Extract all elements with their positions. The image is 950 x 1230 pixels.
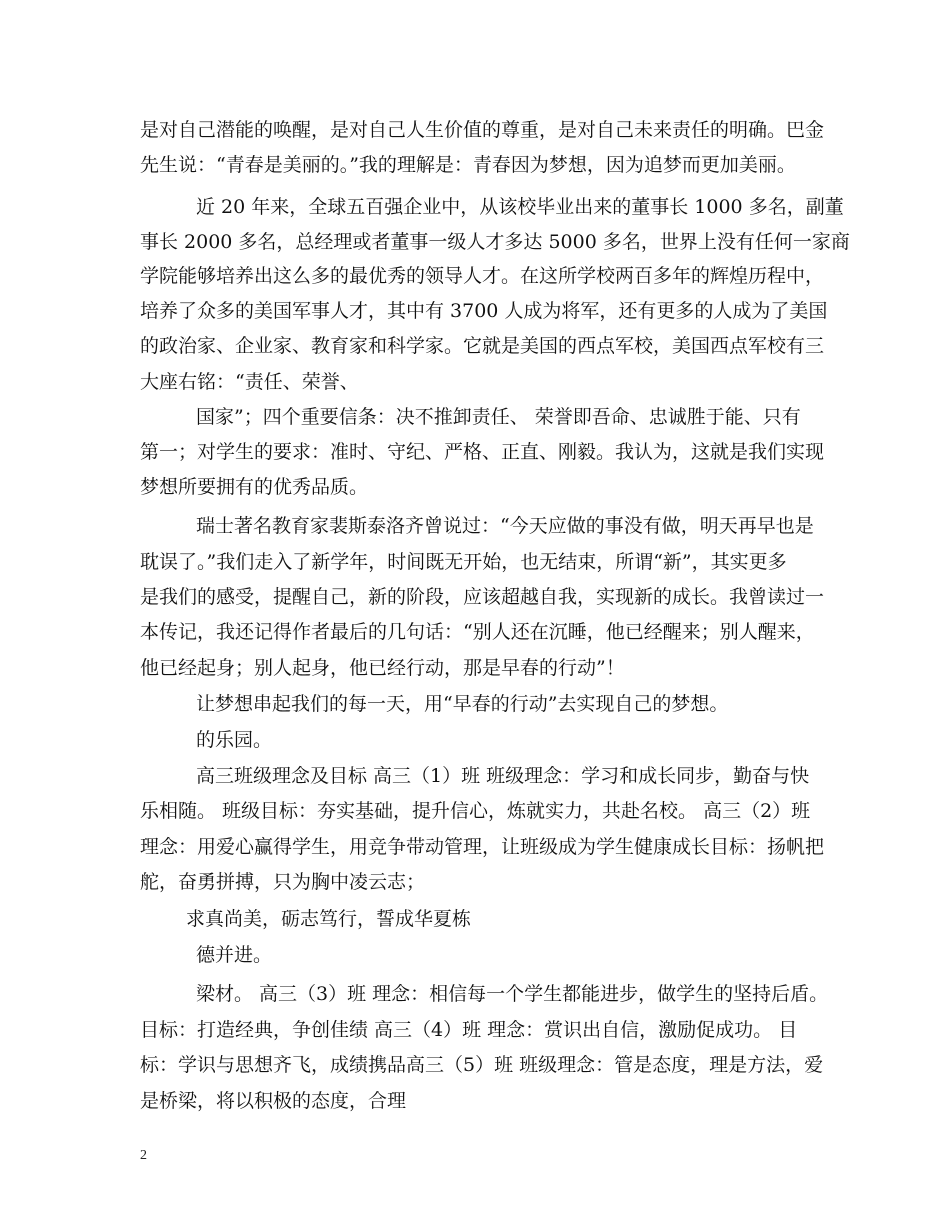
text-line: 目标：打造经典，争创佳绩 高三（4）班 理念：赏识出自信，激励促成功。 目 [140, 1019, 798, 1041]
text-line: 高三班级理念及目标 高三（1）班 班级理念：学习和成长同步，勤奋与快 [196, 765, 810, 787]
text-line: 近 20 年来，全球五百强企业中，从该校毕业出来的董事长 1000 多名，副董 [196, 196, 844, 218]
text-line: 德并进。 [196, 944, 273, 966]
text-line: 的乐园。 [196, 729, 273, 751]
text-line: 是我们的感受，提醒自己，新的阶段，应该超越自我，实现新的成长。我曾读过一 [140, 586, 825, 608]
text-line: 学院能够培养出这么多的最优秀的领导人才。在这所学校两百多年的辉煌历程中， [140, 265, 825, 287]
text-line: 梁材。 高三（3）班 理念：相信每一个学生都能进步，做学生的坚持后盾。 [196, 983, 829, 1005]
text-line: 培养了众多的美国军事人才，其中有 3700 人成为将军，还有更多的人成为了美国 [140, 300, 828, 322]
text-line: 第一；对学生的要求：准时、守纪、严格、正直、刚毅。我认为，这就是我们实现 [140, 441, 825, 463]
text-line: 求真尚美，砺志笃行，誓成华夏栋 [186, 908, 472, 930]
text-line: 梦想所要拥有的优秀品质。 [140, 476, 369, 498]
text-line: 理念：用爱心赢得学生，用竞争带动管理，让班级成为学生健康成长目标：扬帆把 [140, 836, 825, 858]
text-line: 标：学识与思想齐飞，成绩携品高三（5）班 班级理念：管是态度，理是方法，爱 [140, 1054, 824, 1076]
page-number: 2 [140, 1148, 147, 1163]
text-line: 事长 2000 多名，总经理或者董事一级人才多达 5000 多名，世界上没有任何一家商 [140, 231, 850, 253]
text-line: 国家”；四个重要信条：决不推卸责任、 荣誉即吾命、忠诚胜于能、只有 [196, 406, 801, 428]
text-line: 先生说：“青春是美丽的。”我的理解是：青春因为梦想，因为追梦而更加美丽。 [140, 154, 796, 176]
text-line: 是对自己潜能的唤醒，是对自己人生价值的尊重，是对自己未来责任的明确。巴金 [140, 119, 825, 141]
text-line: 让梦想串起我们的每一天，用“早春的行动”去实现自己的梦想。 [196, 693, 729, 715]
text-line: 他已经起身；别人起身，他已经行动，那是早春的行动”！ [140, 657, 625, 679]
text-line: 舵，奋勇拼搏，只为胸中凌云志； [140, 871, 426, 893]
text-line: 本传记，我还记得作者最后的几句话：“别人还在沉睡，他已经醒来；别人醒来， [140, 621, 815, 643]
text-line: 瑞士著名教育家裴斯泰洛齐曾说过：“今天应做的事没有做，明天再早也是 [196, 515, 814, 537]
text-line: 耽误了。”我们走入了新学年，时间既无开始，也无结束，所谓“新”，其实更多 [140, 551, 787, 573]
text-line: 乐相随。 班级目标：夯实基础，提升信心，炼就实力，共赴名校。 高三（2）班 [140, 800, 811, 822]
text-line: 是桥梁，将以积极的态度，合理 [140, 1090, 407, 1112]
text-line: 大座右铭：“责任、荣誉、 [140, 371, 359, 393]
text-line: 的政治家、企业家、教育家和科学家。它就是美国的西点军校，美国西点军校有三 [140, 335, 825, 357]
